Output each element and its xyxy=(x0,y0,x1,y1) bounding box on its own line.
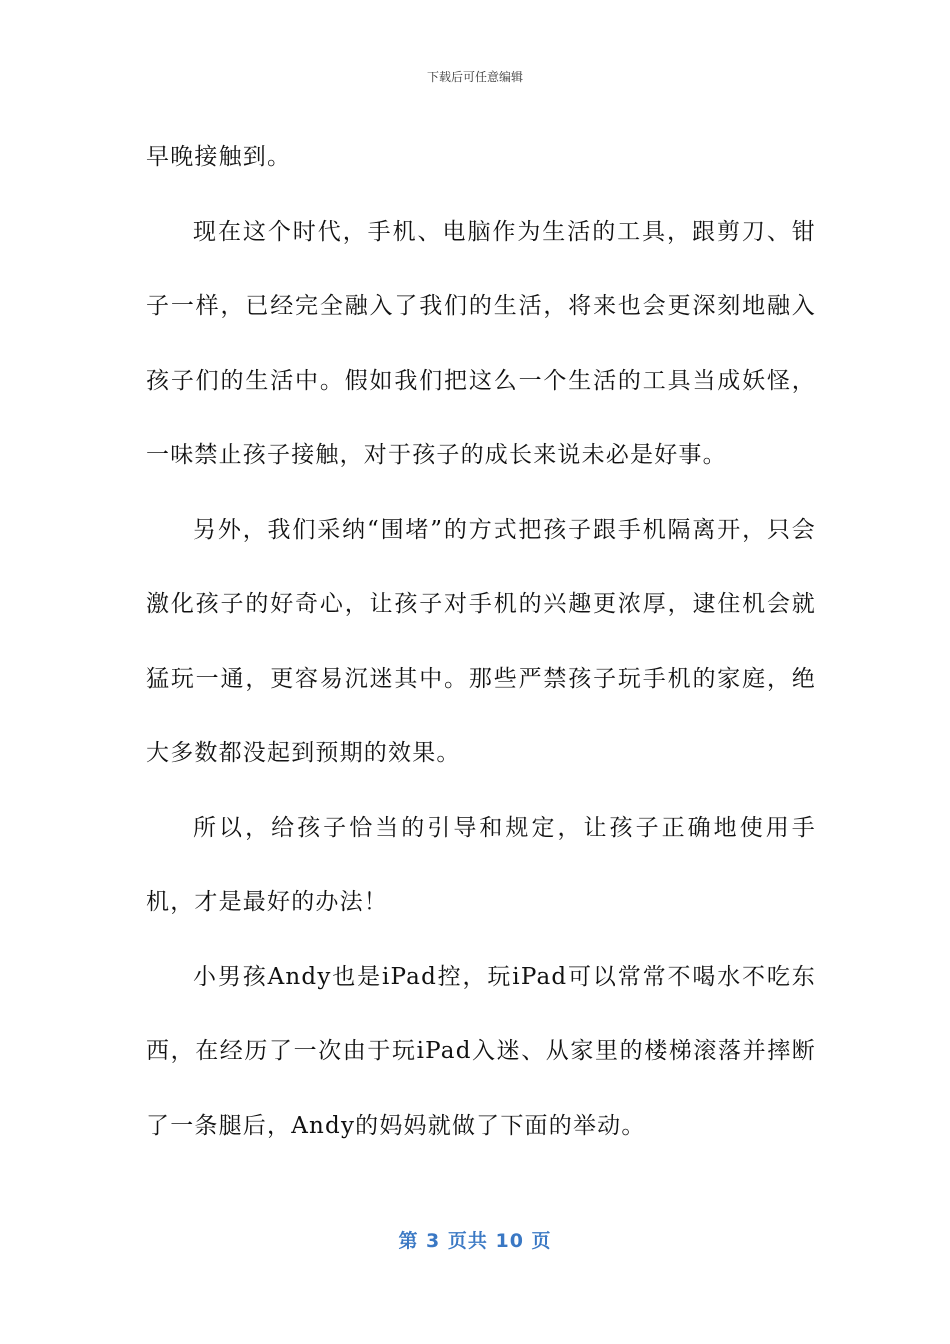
header-note: 下载后可任意编辑 xyxy=(426,70,523,84)
page-footer: 第 3 页共 10 页 xyxy=(398,1230,552,1252)
paragraph-5: 小男孩Andy也是iPad控，玩iPad可以常常不喝水不吃东西，在经历了一次由于玩iPad入迷、从家里的楼梯滚落并摔断了一条腿后，Andy的妈妈就做了下面的举动。 xyxy=(146,963,816,1139)
paragraph-1: 早晚接触到。 xyxy=(146,144,292,170)
paragraph-4: 所以，给孩子恰当的引导和规定，让孩子正确地使用手机，才是最好的办法！ xyxy=(146,814,816,915)
paragraph-3: 另外，我们采纳“围堵”的方式把孩子跟手机隔离开，只会激化孩子的好奇心，让孩子对手机的兴趣更浓厚，逮住机会就猛玩一通，更容易沉迷其中。那些严禁孩子玩手机的家庭，绝大多数都没起到预期的效果。 xyxy=(146,516,816,766)
paragraph-2: 现在这个时代，手机、电脑作为生活的工具，跟剪刀、钳子一样，已经完全融入了我们的生活，将来也会更深刻地融入孩子们的生活中。假如我们把这么一个生活的工具当成妖怪，一味禁止孩子接触，对于孩子的成长来说未必是好事。 xyxy=(146,218,816,468)
document-body xyxy=(146,120,816,1163)
